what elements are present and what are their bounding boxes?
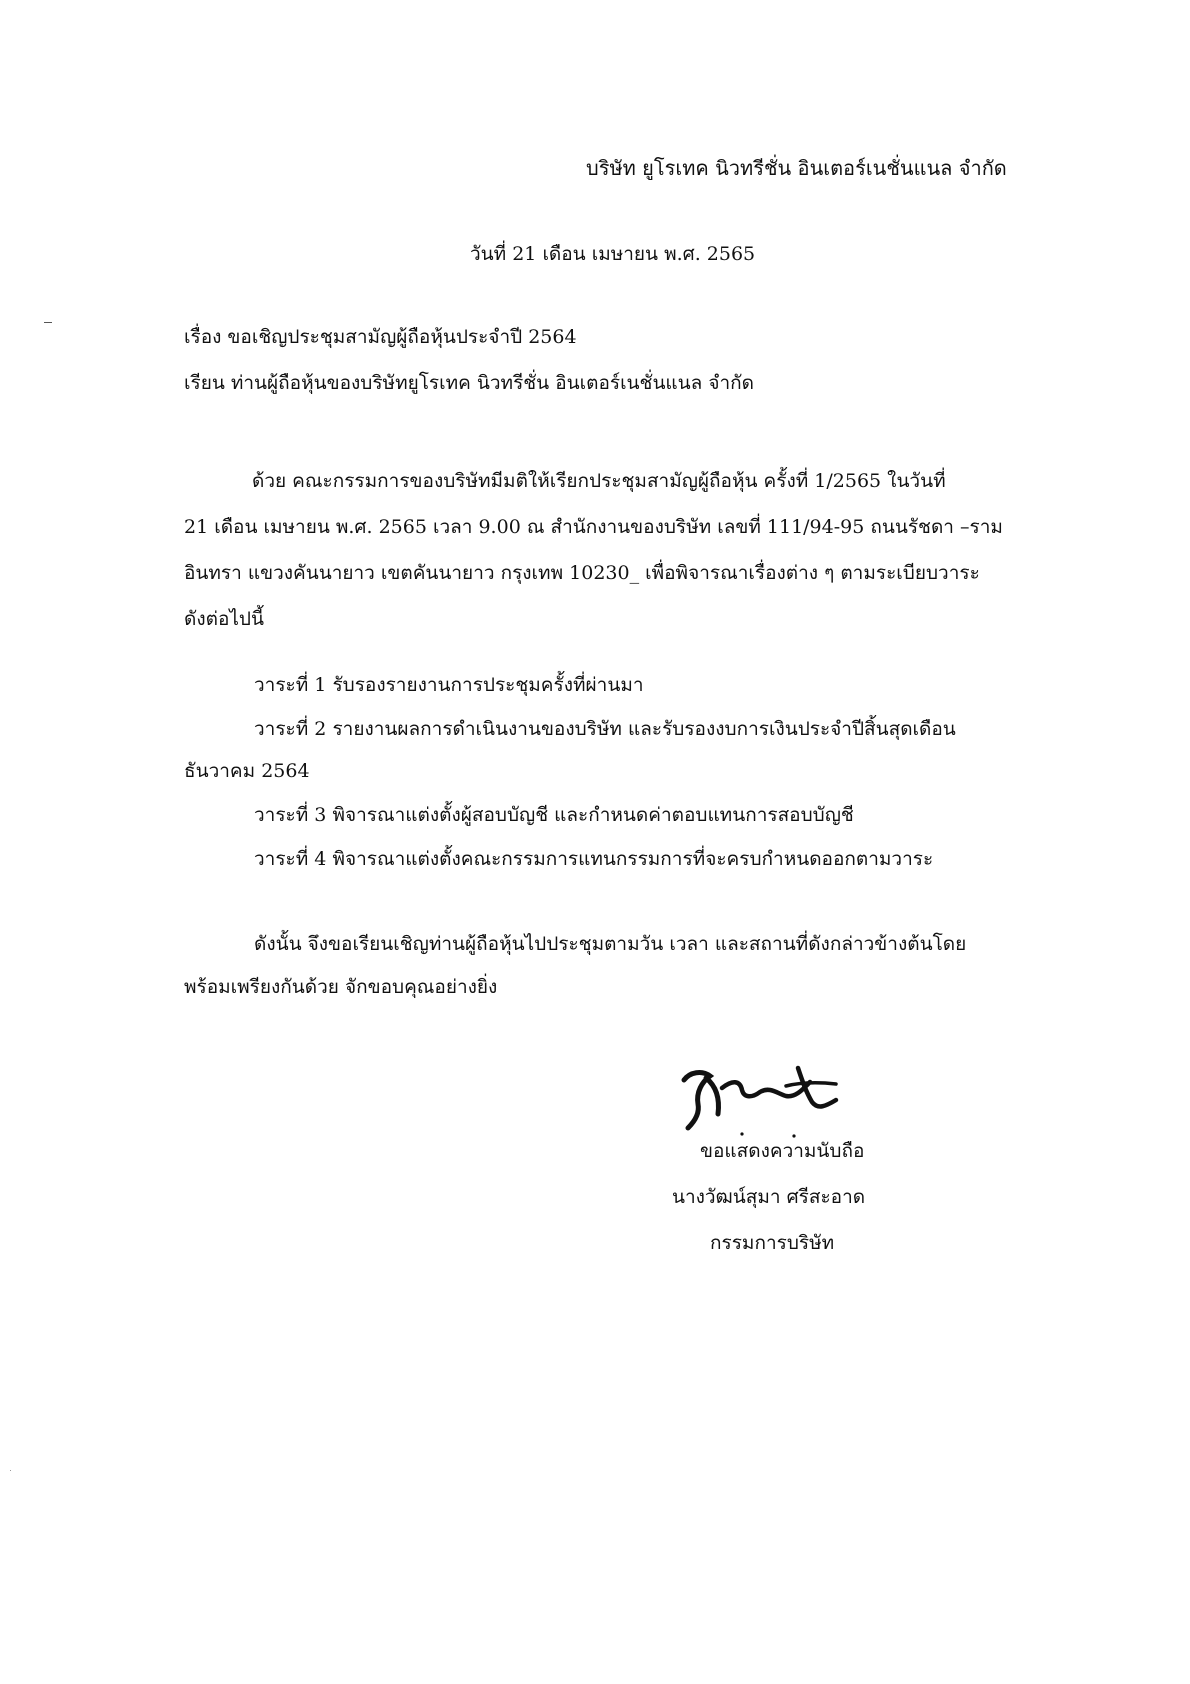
closing-line: พร้อมเพรียงกันด้วย จักขอบคุณอย่างยิ่ง bbox=[184, 976, 498, 998]
body-line: 21 เดือน เมษายน พ.ศ. 2565 เวลา 9.00 ณ สำนักงานของบริษัท เลขที่ 111/94-95 ถนนรัชดา –ราม bbox=[184, 516, 1003, 538]
agenda-item-3: วาระที่ 3 พิจารณาแต่งตั้งผู้สอบบัญชี และกำหนดค่าตอบแทนการสอบบัญชี bbox=[254, 804, 854, 826]
body-line: ด้วย คณะกรรมการของบริษัทมีมติให้เรียกประชุมสามัญผู้ถือหุ้น ครั้งที่ 1/2565 ในวันที่ bbox=[252, 470, 946, 492]
scan-speck bbox=[10, 1470, 11, 1471]
company-name: บริษัท ยูโรเทค นิวทรีชั่น อินเตอร์เนชั่นแนล จำกัด bbox=[586, 156, 1007, 180]
agenda-item-2-continued: ธันวาคม 2564 bbox=[184, 760, 310, 782]
body-line: อินทรา แขวงคันนายาว เขตคันนายาว กรุงเทพ 10230_ เพื่อพิจารณาเรื่องต่าง ๆ ตามระเบียบวาระ bbox=[184, 562, 980, 584]
closing-line: ดังนั้น จึงขอเรียนเชิญท่านผู้ถือหุ้นไปประชุมตามวัน เวลา และสถานที่ดังกล่าวข้างต้นโดย bbox=[254, 933, 967, 955]
letter-recipient: เรียน ท่านผู้ถือหุ้นของบริษัทยูโรเทค นิวทรีชั่น อินเตอร์เนชั่นแนล จำกัด bbox=[184, 372, 754, 394]
letter-date: วันที่ 21 เดือน เมษายน พ.ศ. 2565 bbox=[470, 243, 756, 265]
signoff-position: กรรมการบริษัท bbox=[710, 1232, 835, 1254]
agenda-item-1: วาระที่ 1 รับรองรายงานการประชุมครั้งที่ผ่านมา bbox=[254, 674, 644, 696]
body-paragraph bbox=[184, 458, 1014, 642]
body-line: ดังต่อไปนี้ bbox=[184, 608, 264, 630]
handwritten-signature bbox=[676, 1058, 846, 1138]
signoff-regards: ขอแสดงความนับถือ bbox=[700, 1140, 865, 1162]
scan-speck bbox=[44, 322, 52, 323]
agenda-item-2: วาระที่ 2 รายงานผลการดำเนินงานของบริษัท และรับรองงบการเงินประจำปีสิ้นสุดเดือน bbox=[254, 718, 956, 740]
letter-subject: เรื่อง ขอเชิญประชุมสามัญผู้ถือหุ้นประจำปี 2564 bbox=[184, 326, 577, 348]
agenda-item-4: วาระที่ 4 พิจารณาแต่งตั้งคณะกรรมการแทนกรรมการที่จะครบกำหนดออกตามวาระ bbox=[254, 848, 934, 870]
signoff-name: นางวัฒน์สุมา ศรีสะอาด bbox=[672, 1186, 866, 1208]
